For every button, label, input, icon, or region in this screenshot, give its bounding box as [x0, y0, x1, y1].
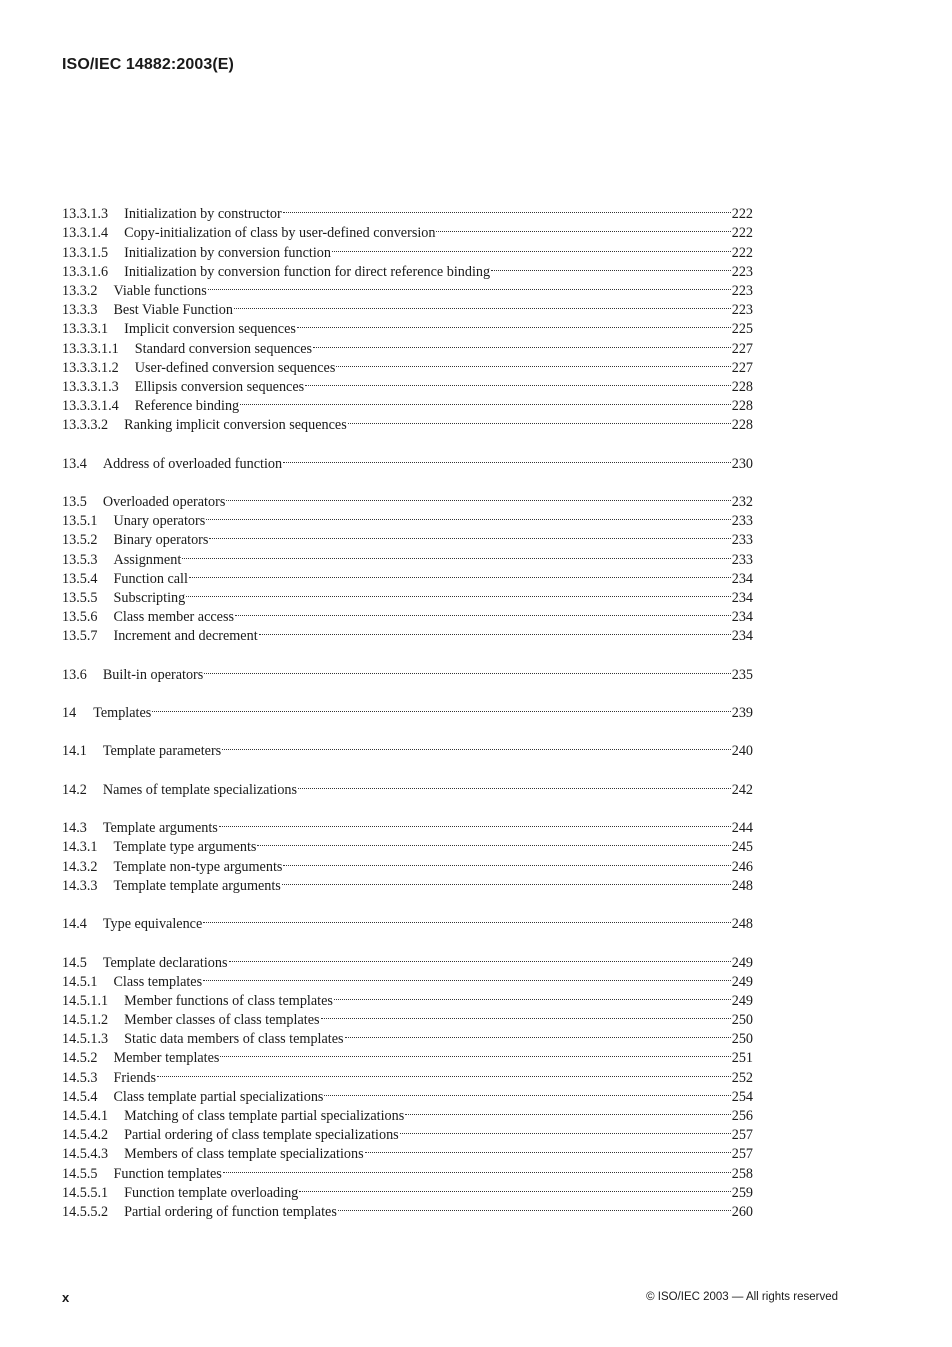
dot-leader [229, 947, 731, 966]
toc-page-number: 234 [731, 609, 753, 626]
toc-section-number: 14.5.4 [62, 1088, 98, 1105]
toc-section-number: 14.5.2 [62, 1050, 98, 1067]
dot-leader [222, 736, 731, 755]
dot-leader [321, 1005, 731, 1024]
toc-page-number: 242 [731, 781, 753, 798]
dot-leader [324, 1082, 730, 1101]
dot-leader [282, 871, 731, 890]
toc-section-number: 13.3.3.1.4 [62, 398, 119, 415]
toc-section-title: Function call [113, 570, 188, 587]
toc-section-title: Template declarations [102, 954, 228, 971]
toc-section-title: Template arguments [102, 820, 218, 837]
toc-section-number: 13.6 [62, 666, 87, 683]
toc-page-number: 235 [731, 666, 753, 683]
toc-entry[interactable] [62, 909, 753, 933]
dot-leader [348, 410, 731, 429]
toc-page-number: 227 [731, 359, 753, 376]
toc-section-number: 14.5.1.3 [62, 1031, 109, 1048]
toc-section-number: 14.5 [62, 954, 87, 971]
dot-leader [332, 237, 731, 256]
toc-entry[interactable] [62, 660, 753, 683]
dot-leader [259, 621, 731, 640]
toc-section-number: 13.3.1.4 [62, 225, 109, 242]
toc-section-title: Templates [93, 705, 152, 722]
toc-section-title: Member functions of class templates [124, 992, 333, 1009]
toc-entry[interactable] [62, 487, 753, 510]
toc-entry[interactable] [62, 448, 753, 472]
dot-leader [283, 199, 731, 218]
toc-section-title: Ellipsis conversion sequences [134, 378, 305, 395]
toc-section-number: 14.1 [62, 743, 87, 760]
dot-leader [365, 1139, 731, 1158]
toc-page-number: 222 [731, 225, 753, 242]
toc-section-title: Template template arguments [113, 877, 281, 894]
dot-leader [491, 257, 731, 276]
toc-section-number: 14.3.3 [62, 877, 98, 894]
toc-section-number: 14.5.3 [62, 1069, 98, 1086]
toc-section-number: 13.3.1.5 [62, 244, 109, 261]
toc-page-number: 228 [731, 398, 753, 415]
toc-section-number: 13.3.2 [62, 282, 98, 299]
toc-page-number: 250 [731, 1012, 753, 1029]
dot-leader [209, 525, 730, 544]
toc-section-number: 14 [62, 705, 77, 722]
toc-section-number: 14.4 [62, 916, 87, 933]
dot-leader [298, 775, 731, 794]
toc-section-number: 13.5.5 [62, 589, 98, 606]
toc-section-title: Overloaded operators [102, 494, 226, 510]
dot-leader [234, 295, 731, 314]
toc-section-title: Subscripting [113, 589, 186, 606]
dot-leader [283, 448, 731, 467]
toc-section-title: User-defined conversion sequences [134, 359, 336, 376]
toc-section-number: 13.3.3.1.1 [62, 340, 119, 357]
dot-leader [405, 1101, 731, 1120]
toc-section-number: 13.3.3.1.3 [62, 378, 119, 395]
toc-page-number: 228 [731, 378, 753, 395]
toc-page-number: 249 [731, 992, 753, 1009]
dot-leader [226, 487, 730, 506]
toc-page-number: 248 [731, 916, 753, 933]
toc-page-number: 248 [731, 877, 753, 894]
toc-section-number: 13.3.3.1.2 [62, 359, 119, 376]
toc-section-number: 13.5 [62, 494, 87, 510]
toc-page-number: 244 [731, 820, 753, 837]
toc-section-title: Best Viable Function [113, 302, 233, 319]
toc-section-number: 13.5.6 [62, 609, 98, 626]
toc-section-title: Ranking implicit conversion sequences [124, 417, 347, 434]
toc-page-number: 223 [731, 302, 753, 319]
toc-entry[interactable] [62, 698, 753, 722]
toc-section-number: 13.3.3 [62, 302, 98, 319]
toc-section-number: 14.3.1 [62, 839, 98, 856]
toc-page-number: 250 [731, 1031, 753, 1048]
dot-leader [313, 333, 731, 352]
toc-section-number: 14.5.1 [62, 973, 98, 990]
toc-page-number: 234 [731, 628, 753, 645]
toc-entry[interactable] [62, 813, 753, 837]
toc-section-title: Member classes of class templates [124, 1012, 320, 1029]
toc-page-number: 258 [731, 1165, 753, 1182]
toc-section-title: Binary operators [113, 532, 209, 549]
toc-section-number: 14.5.5.1 [62, 1184, 109, 1201]
dot-leader [240, 391, 731, 410]
dot-leader [334, 986, 731, 1005]
toc-page-number: 227 [731, 340, 753, 357]
toc-page-number: 223 [731, 263, 753, 280]
toc-section-number: 13.5.2 [62, 532, 98, 549]
dot-leader [336, 353, 730, 372]
dot-leader [182, 544, 730, 563]
toc-page-number: 233 [731, 513, 753, 530]
dot-leader [157, 1062, 731, 1081]
toc-section-title: Class member access [113, 609, 235, 626]
toc-page-number: 256 [731, 1108, 753, 1124]
toc-section-number: 14.5.4.3 [62, 1146, 109, 1163]
toc-section-title: Increment and decrement [113, 628, 258, 645]
toc-section-title: Partial ordering of function templates [124, 1203, 337, 1220]
toc-page-number: 222 [731, 244, 753, 261]
toc-section-title: Viable functions [113, 282, 207, 299]
toc-section-title: Reference binding [134, 398, 240, 415]
toc-section-title: Assignment [113, 551, 182, 568]
toc-page-number: 222 [731, 206, 753, 223]
toc-section-number: 14.3.2 [62, 858, 98, 875]
toc-page-number: 232 [731, 494, 753, 510]
toc-entry[interactable] [62, 736, 753, 760]
toc-section-number: 14.2 [62, 781, 87, 798]
toc-section-title: Implicit conversion sequences [124, 321, 296, 338]
dot-leader [204, 660, 730, 679]
toc-section-number: 14.5.5 [62, 1165, 98, 1182]
toc-section-number: 13.3.3.2 [62, 417, 109, 434]
toc-section-title: Members of class template specializations [124, 1146, 364, 1163]
toc-section-title: Matching of class template partial specializations [124, 1108, 405, 1124]
toc-page-number: 233 [731, 532, 753, 549]
dot-leader [297, 314, 731, 333]
toc-section-title: Function templates [113, 1165, 222, 1182]
toc-section-number: 13.3.1.3 [62, 206, 109, 223]
toc-section-number: 14.5.4.2 [62, 1127, 109, 1144]
toc-page-number: 249 [731, 973, 753, 990]
toc-section-number: 13.3.3.1 [62, 321, 109, 338]
document-header: ISO/IEC 14882:2003(E) [62, 56, 234, 73]
dot-leader [345, 1024, 731, 1043]
toc-section-number: 13.5.7 [62, 628, 98, 645]
toc-section-title: Friends [113, 1069, 157, 1086]
toc-section-title: Names of template specializations [102, 781, 298, 798]
toc-section-number: 13.5.4 [62, 570, 98, 587]
toc-section-title: Template type arguments [113, 839, 257, 856]
copyright-notice: © ISO/IEC 2003 — All rights reserved [646, 1291, 838, 1303]
toc-section-title: Initialization by conversion function [124, 244, 331, 261]
toc-page-number: 234 [731, 589, 753, 606]
toc-section-title: Template parameters [102, 743, 222, 760]
dot-leader [299, 1178, 730, 1197]
toc-section-title: Initialization by conversion function for direct reference binding [124, 263, 491, 280]
toc-section-number: 13.5.1 [62, 513, 98, 530]
toc-page-number: 239 [731, 705, 753, 722]
toc-page-number: 245 [731, 839, 753, 856]
toc-page-number: 249 [731, 954, 753, 971]
dot-leader [219, 813, 731, 832]
dot-leader [305, 372, 731, 391]
page-number: x [62, 1290, 70, 1305]
dot-leader [338, 1197, 731, 1216]
toc-entry[interactable] [62, 947, 753, 971]
dot-leader [223, 1158, 731, 1177]
toc-section-title: Type equivalence [102, 916, 203, 933]
dot-leader [436, 218, 730, 237]
toc-section-number: 13.5.3 [62, 551, 98, 568]
toc-page-number: 254 [731, 1088, 753, 1105]
toc-page-number: 230 [731, 455, 753, 472]
dot-leader [206, 506, 730, 525]
dot-leader [203, 967, 731, 986]
dot-leader [235, 602, 731, 621]
dot-leader [152, 698, 730, 717]
dot-leader [186, 583, 731, 602]
toc-section-number: 14.5.5.2 [62, 1203, 109, 1220]
toc-page-number: 260 [731, 1203, 753, 1220]
toc-page-number: 225 [731, 321, 753, 338]
dot-leader [400, 1120, 731, 1139]
toc-page-number: 228 [731, 417, 753, 434]
toc-section-title: Static data members of class templates [124, 1031, 344, 1048]
toc-entry[interactable] [62, 775, 753, 798]
toc-entry[interactable] [62, 1082, 753, 1105]
dot-leader [257, 832, 730, 851]
toc-page-number: 259 [731, 1184, 753, 1201]
toc-page-number: 234 [731, 570, 753, 587]
toc-section-number: 14.3 [62, 820, 87, 837]
toc-section-number: 14.5.4.1 [62, 1108, 109, 1124]
toc-section-number: 14.5.1.2 [62, 1012, 109, 1029]
dot-leader [220, 1043, 730, 1062]
toc-page-number: 223 [731, 282, 753, 299]
toc-page-number: 240 [731, 743, 753, 760]
table-of-contents [62, 199, 753, 1220]
dot-leader [189, 564, 731, 583]
toc-section-title: Class template partial specializations [113, 1088, 324, 1105]
toc-page-number: 252 [731, 1069, 753, 1086]
toc-section-title: Copy-initialization of class by user-defined conversion [124, 225, 436, 242]
toc-section-title: Class templates [113, 973, 203, 990]
dot-leader [283, 851, 730, 870]
toc-section-title: Partial ordering of class template specializations [124, 1127, 399, 1144]
toc-entry[interactable] [62, 199, 753, 223]
toc-section-title: Member templates [113, 1050, 220, 1067]
dot-leader [208, 276, 731, 295]
toc-section-title: Initialization by constructor [124, 206, 282, 223]
toc-page-number: 257 [731, 1146, 753, 1163]
toc-section-title: Built-in operators [102, 666, 204, 683]
dot-leader [203, 909, 730, 928]
toc-page-number: 233 [731, 551, 753, 568]
toc-section-title: Unary operators [113, 513, 206, 530]
toc-section-title: Template non-type arguments [113, 858, 283, 875]
toc-entry[interactable] [62, 1062, 753, 1086]
toc-section-title: Function template overloading [124, 1184, 299, 1201]
toc-section-title: Standard conversion sequences [134, 340, 313, 357]
toc-page-number: 246 [731, 858, 753, 875]
toc-section-title: Address of overloaded function [102, 455, 283, 472]
toc-section-number: 13.3.1.6 [62, 263, 109, 280]
toc-section-number: 13.4 [62, 455, 87, 472]
toc-page-number: 251 [731, 1050, 753, 1067]
toc-page-number: 257 [731, 1127, 753, 1144]
toc-section-number: 14.5.1.1 [62, 992, 109, 1009]
